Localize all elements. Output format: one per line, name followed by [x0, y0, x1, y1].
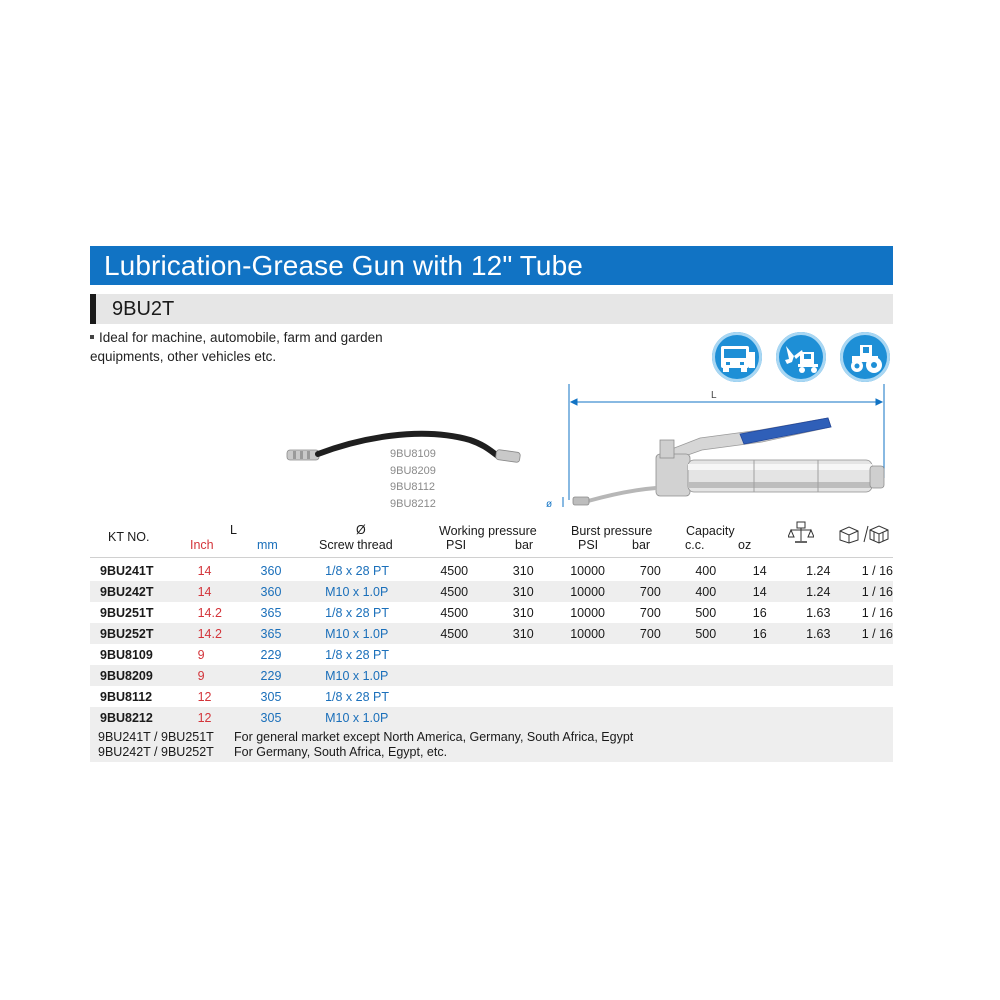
- cell-bp-bar: [634, 707, 693, 728]
- table-row: [90, 707, 893, 728]
- cell-thread: M10 x 1.0P: [325, 665, 436, 686]
- cell-wp-psi: [436, 665, 512, 686]
- cell-oz: 16: [749, 623, 800, 644]
- cell-inch: 14: [197, 563, 212, 578]
- cell-thread: 1/8 x 28 PT: [325, 689, 390, 704]
- cell-oz: [749, 686, 800, 707]
- header-wp-bar: bar: [515, 538, 534, 552]
- cell-pack: [862, 686, 893, 707]
- note-text: For general market except North America, Germany, South Africa, Egypt: [234, 730, 634, 744]
- cell-wp-bar: 310: [513, 623, 566, 644]
- excavator-icon: [776, 332, 826, 382]
- cell-bp-psi: [566, 686, 634, 707]
- cell-inch: 12: [184, 707, 261, 728]
- header-length: L: [230, 523, 237, 537]
- cell-thread: M10 x 1.0P: [325, 581, 436, 602]
- cell-bp-bar: 700: [634, 581, 693, 602]
- product-code: 9BU2T: [112, 298, 175, 320]
- cell-inch: 14.2: [197, 605, 222, 620]
- cell-thread: 1/8 x 28 PT: [325, 605, 390, 620]
- header-mm: mm: [257, 538, 278, 552]
- cell-mm: 360: [261, 581, 326, 602]
- cell-inch: 9: [197, 647, 205, 662]
- cell-wp-bar: 310: [512, 605, 534, 620]
- cell-thread: M10 x 1.0P: [325, 623, 436, 644]
- cell-oz: [749, 707, 800, 728]
- cell-oz: 14: [752, 563, 767, 578]
- cell-mm: 305: [260, 689, 282, 704]
- length-dimension: [569, 384, 884, 500]
- cell-thread: 1/8 x 28 PT: [325, 563, 390, 578]
- cell-weight: 1.24: [800, 581, 862, 602]
- header-wp-psi: PSI: [446, 538, 467, 552]
- cell-wp-psi: [436, 644, 512, 665]
- cell-kt: 9BU8209: [90, 665, 184, 686]
- header-oz: oz: [738, 538, 752, 552]
- cell-wp-psi: [436, 707, 512, 728]
- cell-wp-psi: 4500: [436, 623, 512, 644]
- cell-bp-psi: 10000: [566, 581, 634, 602]
- table-row: [90, 686, 893, 707]
- cell-mm: 365: [261, 623, 326, 644]
- cell-inch: 9: [184, 665, 261, 686]
- cell-oz: 14: [749, 581, 800, 602]
- cell-bp-bar: 700: [639, 605, 661, 620]
- cell-mm: 305: [261, 707, 326, 728]
- header-working-pressure: Working pressure: [439, 524, 537, 538]
- cell-cc: 500: [693, 623, 748, 644]
- bullet-dot: [90, 335, 94, 339]
- cell-kt: 9BU252T: [90, 623, 184, 644]
- header-inch: Inch: [190, 538, 214, 552]
- cell-inch: 14.2: [184, 623, 261, 644]
- cell-weight: 1.63: [800, 623, 862, 644]
- cell-thread: M10 x 1.0P: [325, 707, 436, 728]
- cell-oz: 16: [752, 605, 767, 620]
- cell-kt: 9BU251T: [100, 605, 154, 620]
- cell-bp-psi: 10000: [566, 623, 634, 644]
- cell-wp-psi: [436, 686, 512, 707]
- cell-weight: 1.24: [806, 563, 831, 578]
- table-top-rule: [90, 557, 893, 558]
- cell-cc: [693, 686, 748, 707]
- note-text: For Germany, South Africa, Egypt, etc.: [234, 745, 448, 759]
- table-row: [90, 602, 893, 623]
- cell-oz: [749, 644, 800, 665]
- cell-bp-bar: [634, 665, 693, 686]
- cell-mm: 360: [260, 563, 282, 578]
- header-burst-pressure: Burst pressure: [571, 524, 653, 538]
- tractor-icon: [840, 332, 890, 382]
- cell-cc: [693, 707, 748, 728]
- table-row: [90, 581, 893, 602]
- cell-bp-bar: [634, 644, 693, 665]
- table-row: [90, 560, 893, 581]
- cell-pack: [862, 707, 893, 728]
- cell-bp-psi: 10000: [570, 605, 605, 620]
- cell-wp-bar: 310: [513, 581, 566, 602]
- cell-weight: [800, 665, 862, 686]
- header-cc: c.c.: [685, 538, 705, 552]
- cell-kt: 9BU8212: [90, 707, 184, 728]
- cell-wp-bar: 310: [512, 563, 534, 578]
- cell-cc: 500: [695, 605, 717, 620]
- code-accent: [90, 294, 96, 324]
- note-kt: 9BU242T / 9BU252T: [98, 745, 214, 759]
- hose-codes: [390, 446, 436, 512]
- cell-weight: 1.63: [806, 605, 831, 620]
- cell-bp-psi: 10000: [570, 563, 605, 578]
- cell-wp-psi: 4500: [440, 605, 469, 620]
- cell-wp-bar: [513, 686, 566, 707]
- header-bp-bar: bar: [632, 538, 651, 552]
- note-kt: 9BU241T / 9BU251T: [98, 730, 214, 744]
- header-screw-thread: Screw thread: [319, 538, 393, 552]
- header-kt-no: KT NO.: [108, 530, 150, 544]
- cell-oz: [749, 665, 800, 686]
- cell-pack: 1 / 16: [862, 623, 893, 644]
- diameter-label: ø: [546, 499, 553, 510]
- cell-mm: 229: [260, 647, 282, 662]
- hose-code: 9BU8212: [390, 497, 436, 510]
- cell-inch: 12: [197, 689, 212, 704]
- cell-kt: 9BU241T: [100, 563, 154, 578]
- cell-pack: 1 / 16: [861, 563, 893, 578]
- table-row: [90, 665, 893, 686]
- cell-cc: 400: [693, 581, 748, 602]
- hose-code: 9BU8209: [390, 464, 436, 477]
- header-bp-psi: PSI: [578, 538, 599, 552]
- cell-mm: 229: [261, 665, 326, 686]
- table-row: [90, 623, 893, 644]
- cell-bp-psi: [566, 707, 634, 728]
- grease-gun-image: [563, 418, 884, 507]
- cell-weight: [800, 707, 862, 728]
- cell-wp-bar: [513, 644, 566, 665]
- cell-wp-bar: [513, 665, 566, 686]
- header-capacity: Capacity: [686, 524, 735, 538]
- cell-bp-psi: [566, 644, 634, 665]
- cell-bp-bar: 700: [639, 563, 661, 578]
- feature-bullet: [90, 328, 430, 366]
- product-code-bar: [90, 294, 893, 324]
- cell-cc: [693, 665, 748, 686]
- cell-mm: 365: [260, 605, 282, 620]
- cell-inch: 14: [184, 581, 261, 602]
- cell-wp-psi: 4500: [440, 563, 469, 578]
- hose-code: 9BU8109: [390, 448, 436, 460]
- cell-kt: 9BU8109: [100, 647, 153, 662]
- hose-code: 9BU8112: [390, 481, 436, 493]
- cell-kt: 9BU242T: [90, 581, 184, 602]
- cell-pack: [862, 665, 893, 686]
- cell-bp-bar: 700: [634, 623, 693, 644]
- page-title: Lubrication-Grease Gun with 12" Tube: [90, 246, 893, 285]
- cell-wp-bar: [513, 707, 566, 728]
- scale-icon: [788, 521, 814, 550]
- cell-pack: 1 / 16: [862, 581, 893, 602]
- cell-pack: [862, 644, 893, 665]
- box-icon: [838, 524, 890, 549]
- table-row: [90, 644, 893, 665]
- cell-cc: 400: [695, 563, 717, 578]
- note-row: [98, 745, 447, 760]
- cell-bp-psi: [566, 665, 634, 686]
- cell-weight: [800, 686, 862, 707]
- feature-text: Ideal for machine, automobile, farm and garden equipments, other vehicles etc.: [90, 330, 383, 364]
- length-label: L: [711, 390, 717, 401]
- cell-weight: [800, 644, 862, 665]
- cell-kt: 9BU8112: [100, 689, 153, 704]
- notes-box: [90, 728, 893, 762]
- cell-cc: [693, 644, 748, 665]
- note-row: [98, 730, 633, 745]
- cell-thread: 1/8 x 28 PT: [325, 647, 390, 662]
- header-diameter: Ø: [356, 523, 366, 537]
- cell-pack: 1 / 16: [861, 605, 893, 620]
- cell-bp-bar: [634, 686, 693, 707]
- truck-icon: [712, 332, 762, 382]
- spec-table: [90, 560, 893, 728]
- cell-wp-psi: 4500: [436, 581, 512, 602]
